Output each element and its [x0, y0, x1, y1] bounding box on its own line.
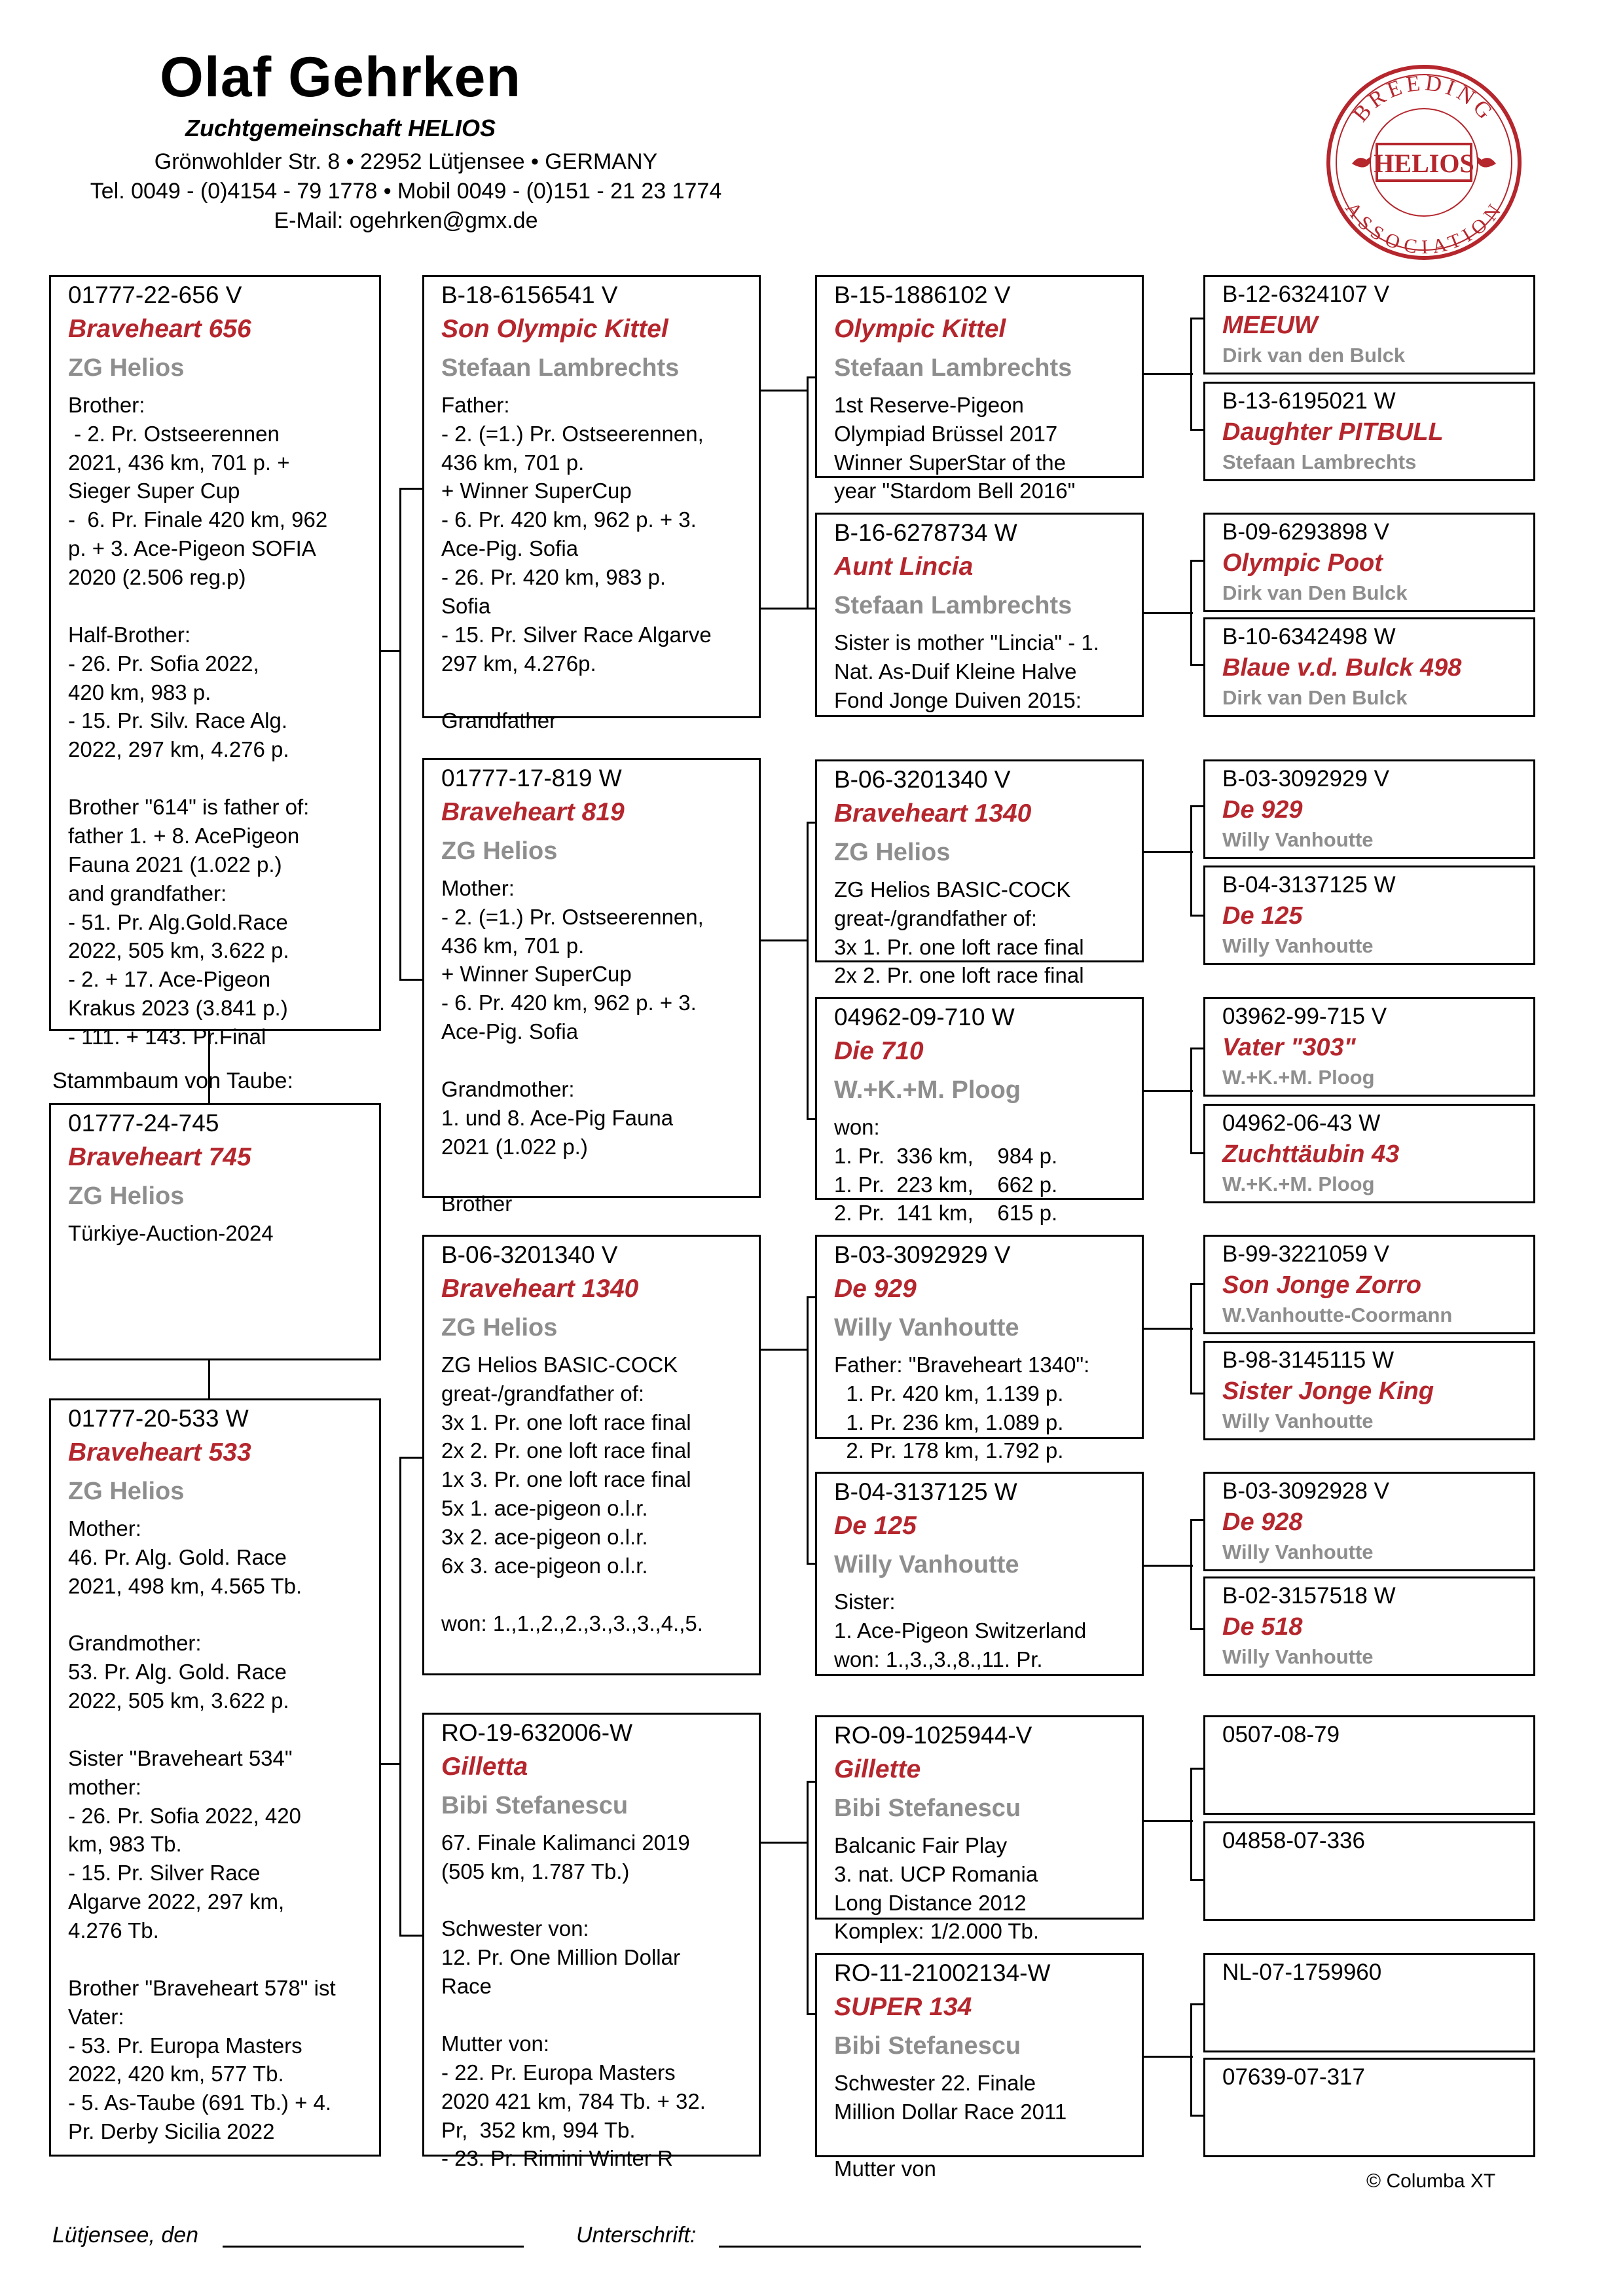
gen4-box-15 [1203, 1953, 1535, 2052]
gen3-box-1 [815, 275, 1144, 503]
gen4-box-16 [1203, 2058, 1535, 2157]
ring-number: B-02-3157518 W [1222, 1583, 1396, 1609]
ring-number: B-06-3201340 V [834, 766, 1011, 793]
pigeon-left-icon [1352, 156, 1372, 168]
breeder-email: E-Mail: ogehrken@gmx.de [274, 208, 538, 233]
svg-text:HELIOS: HELIOS [1374, 149, 1474, 178]
pigeon-name: Braveheart 533 [68, 1438, 251, 1467]
helios-breeding-association-logo [1326, 64, 1522, 261]
breeder: ZG Helios [834, 838, 951, 866]
breeder-address: Grönwohlder Str. 8 • 22952 Lütjensee • GERMANY [154, 149, 658, 174]
performance-notes: Türkiye-Auction-2024 [68, 1220, 274, 1245]
pigeon-name: De 125 [834, 1512, 917, 1540]
ring-number: 01777-22-656 V [68, 282, 242, 308]
gen4-box-1 [1203, 275, 1535, 374]
granddam-paternal-box [422, 758, 761, 1216]
ring-number: B-09-6293898 V [1222, 519, 1389, 545]
breeder: Willy Vanhoutte [1222, 1540, 1374, 1563]
breeder: Bibi Stefanescu [834, 1794, 1021, 1822]
breeder: ZG Helios [68, 1182, 185, 1210]
ring-number: RO-09-1025944-V [834, 1722, 1032, 1749]
ring-number: 07639-07-317 [1222, 2064, 1365, 2090]
pigeon-name: Braveheart 1340 [834, 799, 1032, 828]
performance-notes: won: 1. Pr. 336 km, 984 p. 1. Pr. 223 km, 662 p. 2. Pr. 141 km, 615 p. [834, 1114, 1058, 1226]
ring-number: B-12-6324107 V [1222, 282, 1389, 307]
breeder: Willy Vanhoutte [1222, 828, 1374, 851]
pigeon-name: Olympic Poot [1222, 549, 1383, 577]
place-date-line[interactable] [223, 2246, 524, 2248]
breeder-phone: Tel. 0049 - (0)4154 - 79 1778 • Mobil 0049 - (0)151 - 21 23 1774 [90, 179, 722, 204]
performance-notes: Schwester 22. Finale Million Dollar Race 2011 Mutter von [834, 2070, 1067, 2181]
copyright: © Columba XT [1366, 2170, 1496, 2192]
pigeon-name: De 125 [1222, 902, 1303, 930]
pigeon-right-icon [1476, 156, 1496, 168]
breeder: W.+K.+M. Ploog [1222, 1172, 1375, 1195]
gen4-box-9 [1203, 1235, 1535, 1334]
ring-number: 04858-07-336 [1222, 1828, 1365, 1853]
gen3-box-4 [815, 997, 1144, 1226]
ring-number: 04962-06-43 W [1222, 1110, 1381, 1136]
gen4-box-13 [1203, 1715, 1535, 1815]
ring-number: B-13-6195021 W [1222, 388, 1396, 414]
pigeon-name: Die 710 [834, 1037, 924, 1066]
gen4-box-12 [1203, 1576, 1535, 1676]
gen4-box-8 [1203, 1104, 1535, 1203]
gen3-box-2 [815, 513, 1144, 717]
gen4-box-11 [1203, 1472, 1535, 1571]
sire-box [49, 275, 381, 1049]
breeder: Willy Vanhoutte [1222, 1409, 1374, 1432]
svg-text:BREEDING: BREEDING [1348, 71, 1500, 127]
gen4-box-5 [1203, 759, 1535, 859]
gen4-box-7 [1203, 997, 1535, 1097]
svg-text:ASSOCIATION: ASSOCIATION [1341, 198, 1507, 259]
performance-notes: ZG Helios BASIC-COCK great-/grandfather of: 3x 1. Pr. one loft race final 2x 2. Pr. one loft race final [834, 877, 1084, 988]
breeder: Stefaan Lambrechts [834, 591, 1072, 619]
ring-number: 03962-99-715 V [1222, 1004, 1387, 1029]
breeder: W.Vanhoutte-Coormann [1222, 1303, 1453, 1326]
pigeon-name: De 928 [1222, 1508, 1303, 1536]
breeder: Bibi Stefanescu [834, 2032, 1021, 2060]
breeder: Willy Vanhoutte [1222, 1645, 1374, 1668]
performance-notes: Balcanic Fair Play 3. nat. UCP Romania Long Distance 2012 Komplex: 1/2.000 Tb. [834, 1832, 1040, 1944]
pigeon-name: Braveheart 1340 [441, 1275, 639, 1303]
pigeon-name: Gillette [834, 1755, 921, 1784]
ring-number: NL-07-1759960 [1222, 1959, 1382, 1985]
ring-number: 04962-09-710 W [834, 1004, 1015, 1030]
breeder: ZG Helios [68, 354, 185, 382]
grandsire-maternal-box [422, 1235, 761, 1675]
ring-number: B-16-6278734 W [834, 519, 1017, 546]
ring-number: B-15-1886102 V [834, 282, 1011, 308]
pigeon-name: SUPER 134 [834, 1993, 972, 2022]
breeder-subtitle: Zuchtgemeinschaft HELIOS [185, 115, 496, 141]
performance-notes: 1st Reserve-Pigeon Olympiad Brüssel 2017 Winner SuperStar of the year "Stardom Bell 2016" [834, 392, 1076, 503]
gen3-box-3 [815, 759, 1144, 988]
ring-number: B-18-6156541 V [441, 282, 618, 308]
ring-number: 01777-20-533 W [68, 1405, 249, 1432]
subject-box [49, 1103, 381, 1360]
ring-number: B-03-3092928 V [1222, 1478, 1389, 1504]
ring-number: B-04-3137125 W [834, 1478, 1017, 1505]
ring-number: B-04-3137125 W [1222, 872, 1396, 898]
pigeon-name: Olympic Kittel [834, 315, 1006, 344]
pigeon-name: Aunt Lincia [834, 553, 974, 581]
breeder: W.+K.+M. Ploog [834, 1076, 1021, 1104]
pigeon-name: Braveheart 819 [441, 798, 625, 827]
ring-number: RO-11-21002134-W [834, 1959, 1051, 1986]
breeder-name: Olaf Gehrken [159, 46, 522, 109]
gen4-box-6 [1203, 866, 1535, 965]
gen3-box-5 [815, 1235, 1144, 1463]
performance-notes: ZG Helios BASIC-COCK great-/grandfather of: 3x 1. Pr. one loft race final 2x 2. Pr. one loft race final 1x 3. Pr. one loft race final 5x 1. ace-pigeon o.l.r. 3x 2. ace-pigeon o.l.r. 6x 3. ace-pigeon o.l.r. won: 1.,1.,2.,2.,3.,3.,3.,4.,5. [441, 1352, 703, 1635]
signature-label: Unterschrift: [576, 2223, 697, 2248]
breeder: W.+K.+M. Ploog [1222, 1065, 1375, 1089]
ring-number: B-99-3221059 V [1222, 1241, 1389, 1267]
breeder: Willy Vanhoutte [834, 1313, 1019, 1341]
breeder: Stefaan Lambrechts [441, 354, 680, 382]
breeder: Willy Vanhoutte [1222, 934, 1374, 957]
pigeon-name: De 929 [1222, 795, 1303, 824]
ring-number: 01777-24-745 [68, 1110, 219, 1137]
breeder: Willy Vanhoutte [834, 1550, 1019, 1578]
ring-number: B-06-3201340 V [441, 1241, 618, 1268]
performance-notes: Father: - 2. (=1.) Pr. Ostseerennen, 436 km, 701 p. + Winner SuperCup - 6. Pr. 420 km, 962 p. + 3. Ace-Pig. Sofia - 26. Pr. 420 km, 983 p. Sofia - 15. Pr. Silver Race Algarve 297 km, 4.276p. Grandfather [441, 392, 712, 733]
gen3-box-8 [815, 1953, 1144, 2181]
breeder: Dirk van Den Bulck [1222, 685, 1408, 709]
granddam-maternal-box [422, 1713, 761, 2171]
ring-number: B-98-3145115 W [1222, 1347, 1395, 1373]
signature-line[interactable] [719, 2246, 1141, 2248]
performance-notes: Mother: - 2. (=1.) Pr. Ostseerennen, 436 km, 701 p. + Winner SuperCup - 6. Pr. 420 km, 962 p. + 3. Ace-Pig. Sofia Grandmother: 1. und 8. Ace-Pig Fauna 2021 (1.022 p.) Brother [441, 875, 704, 1216]
performance-notes: Brother: - 2. Pr. Ostseerennen 2021, 436 km, 701 p. + Sieger Super Cup - 6. Pr. Finale 420 km, 962 p. + 3. Ace-Pigeon SOFIA 2020 (2.506 reg.p) Half-Brother: - 26. Pr. Sofia 2022, 420 km, 983 p. - 15. Pr. Silv. Race Alg. 2022, 297 km, 4.276 p. Brother "614" is father of: father 1. + 8. AcePigeon Fauna 2021 (1.022 p.) and grandfather: - 51. Pr. Alg.Gold.Race 2022, 505 km, 3.622 p. - 2. + 17. Ace-Pigeon Krakus 2023 (3.841 p.) - 111. + 143. Pr.Final [68, 392, 328, 1049]
breeder: Bibi Stefanescu [441, 1791, 629, 1819]
pigeon-name: MEEUW [1222, 311, 1318, 339]
breeder: Dirk van den Bulck [1222, 343, 1406, 367]
ring-number: RO-19-632006-W [441, 1719, 633, 1746]
breeder: Stefaan Lambrechts [834, 354, 1072, 382]
performance-notes: Sister is mother "Lincia" - 1. Nat. As-Duif Kleine Halve Fond Jonge Duiven 2015: [834, 630, 1099, 712]
performance-notes: 67. Finale Kalimanci 2019 (505 km, 1.787 Tb.) Schwester von: 12. Pr. One Million Dollar Race Mutter von: - 22. Pr. Europa Masters 2020 421 km, 784 Tb. + 32. Pr, 352 km, 994 Tb. - 23. Pr. Rimini Winter R [441, 1830, 706, 2171]
pigeon-name: De 518 [1222, 1613, 1303, 1641]
pigeon-name: Braveheart 656 [68, 315, 251, 344]
pigeon-name: Sister Jonge King [1222, 1377, 1434, 1405]
performance-notes: Mother: 46. Pr. Alg. Gold. Race 2021, 498 km, 4.565 Tb. Grandmother: 53. Pr. Alg. Gold. Race 2022, 505 km, 3.622 p. Sister "Braveheart 534" mother: - 26. Pr. Sofia 2022, 420 km, 983 Tb. - 15. Pr. Silver Race Algarve 2022, 297 km, 4.276 Tb. Brother "Braveheart 578" ist Vater: - 53. Pr. Europa Masters 2022, 420 km, 577 Tb. - 5. As-Taube (691 Tb.) + 4. Pr. Derby Sicilia 2022 [68, 1516, 336, 2144]
ring-number: B-10-6342498 W [1222, 624, 1396, 649]
gen4-box-4 [1203, 617, 1535, 717]
breeder: ZG Helios [441, 837, 558, 865]
pigeon-name: Son Olympic Kittel [441, 315, 668, 344]
grandsire-paternal-box [422, 275, 761, 733]
ring-number: 0507-08-79 [1222, 1722, 1340, 1747]
breeder: Dirk van Den Bulck [1222, 581, 1408, 604]
ring-number: 01777-17-819 W [441, 765, 622, 792]
ring-number: B-03-3092929 V [834, 1241, 1011, 1268]
dam-box [49, 1398, 381, 2157]
pigeon-name: Braveheart 745 [68, 1143, 251, 1172]
performance-notes: Father: "Braveheart 1340": 1. Pr. 420 km, 1.139 p. 1. Pr. 236 km, 1.089 p. 2. Pr. 178 km, 1.792 p. [834, 1352, 1090, 1463]
ring-number: B-03-3092929 V [1222, 766, 1389, 792]
pigeon-name: Son Jonge Zorro [1222, 1271, 1421, 1299]
gen3-box-6 [815, 1472, 1144, 1676]
gen3-box-7 [815, 1715, 1144, 1944]
stammbaum-label: Stammbaum von Taube: [52, 1068, 293, 1093]
breeder: Stefaan Lambrechts [1222, 450, 1417, 473]
place-label: Lütjensee, den [52, 2223, 199, 2248]
gen4-box-3 [1203, 513, 1535, 612]
breeder: ZG Helios [441, 1313, 558, 1341]
gen4-box-10 [1203, 1341, 1535, 1440]
pigeon-name: Daughter PITBULL [1222, 418, 1444, 446]
pigeon-name: Vater "303" [1222, 1033, 1356, 1061]
gen4-box-2 [1203, 382, 1535, 481]
pigeon-name: Blaue v.d. Bulck 498 [1222, 653, 1462, 682]
performance-notes: Sister: 1. Ace-Pigeon Switzerland won: 1.,3.,3.,8.,11. Pr. [834, 1589, 1087, 1671]
gen4-box-14 [1203, 1821, 1535, 1921]
pigeon-name: Zuchttäubin 43 [1222, 1140, 1400, 1168]
breeder: ZG Helios [68, 1477, 185, 1505]
pigeon-name: De 929 [834, 1275, 917, 1303]
pigeon-name: Gilletta [441, 1753, 528, 1781]
